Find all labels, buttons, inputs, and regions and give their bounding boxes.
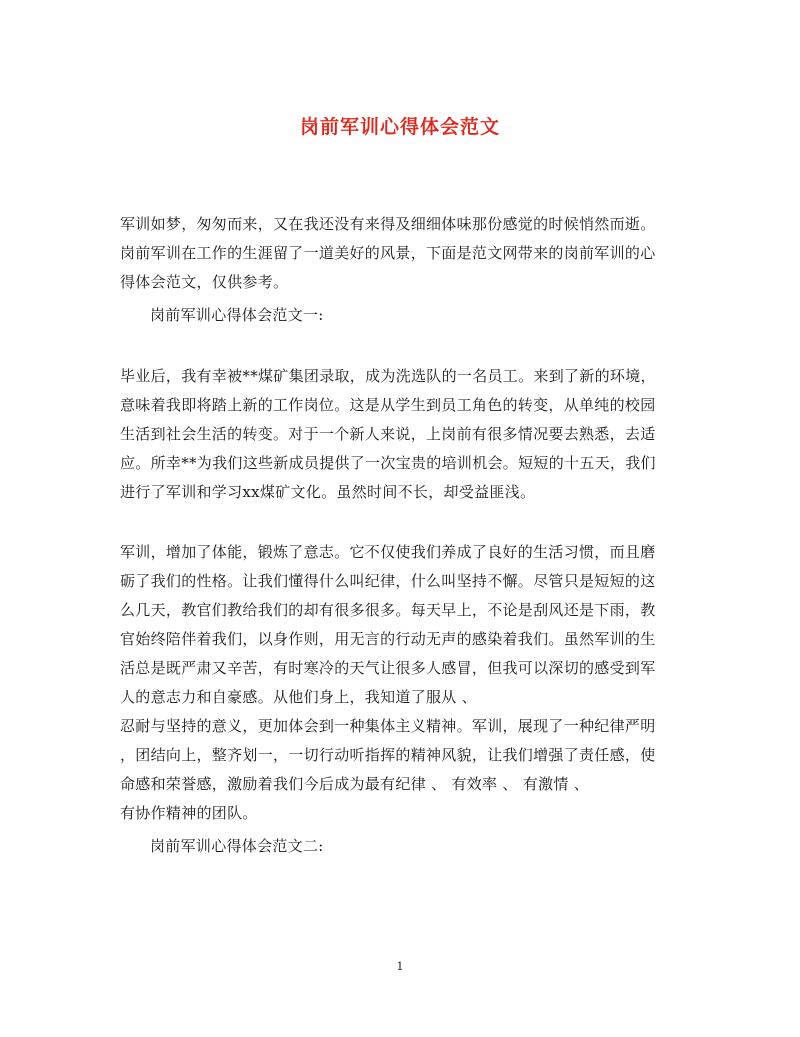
paragraph-2-line-9: 命感和荣誉感，激励着我们今后成为最有纪律 、 有效率 、 有激情 、 <box>120 775 590 793</box>
paragraph-2-line-5: 活总是既严肃又辛苦，有时寒冷的天气让很多人感冒，但我可以深切的感受到军 <box>120 659 656 677</box>
intro-line-3: 得体会范文，仅供参考。 <box>120 273 289 291</box>
paragraph-2-line-4: 官始终陪伴着我们，以身作则，用无言的行动无声的感染着我们。虽然军训的生 <box>120 630 656 648</box>
paragraph-2-line-3: 么几天，教官们教给我们的却有很多很多。每天早上，不论是刮风还是下雨，教 <box>120 601 656 619</box>
paragraph-1-line-3: 生活到社会生活的转变。对于一个新人来说，上岗前有很多情况要去熟悉，去适 <box>120 425 656 443</box>
paragraph-2-line-10: 有协作精神的团队。 <box>120 804 258 822</box>
paragraph-2-line-1: 军训，增加了体能，锻炼了意志。它不仅使我们养成了良好的生活习惯，而且磨 <box>120 543 656 561</box>
paragraph-1-line-4: 应。所幸**为我们这些新成员提供了一次宝贵的培训机会。短短的十五天，我们 <box>120 454 656 472</box>
intro-line-2: 岗前军训在工作的生涯留了一道美好的风景，下面是范文网带来的岗前军训的心 <box>120 244 656 262</box>
section-heading-1: 岗前军训心得体会范文一: <box>150 306 324 324</box>
paragraph-2-line-2: 砺了我们的性格。让我们懂得什么叫纪律，什么叫坚持不懈。尽管只是短短的这 <box>120 572 656 590</box>
paragraph-2-line-6: 人的意志力和自豪感。从他们身上，我知道了服从 、 <box>120 688 477 706</box>
paragraph-1-line-5: 进行了军训和学习xx煤矿文化。虽然时间不长，却受益匪浅。 <box>120 483 536 501</box>
section-heading-2: 岗前军训心得体会范文二: <box>150 837 324 855</box>
paragraph-2-line-7: 忍耐与坚持的意义，更加体会到一种集体主义精神。军训，展现了一种纪律严明 <box>120 717 656 735</box>
paragraph-1-line-2: 意味着我即将踏上新的工作岗位。这是从学生到员工角色的转变，从单纯的校园 <box>120 396 656 414</box>
paragraph-2-line-8: ，团结向上，整齐划一，一切行动听指挥的精神风貌，让我们增强了责任感，使 <box>120 746 656 764</box>
intro-line-1: 军训如梦，匆匆而来，又在我还没有来得及细细体味那份感觉的时候悄然而逝。 <box>120 215 656 233</box>
paragraph-1-line-1: 毕业后，我有幸被**煤矿集团录取，成为洗选队的一名员工。来到了新的环境， <box>120 367 656 385</box>
document-title: 岗前军训心得体会范文 <box>299 116 500 138</box>
page-number: 1 <box>396 960 404 973</box>
